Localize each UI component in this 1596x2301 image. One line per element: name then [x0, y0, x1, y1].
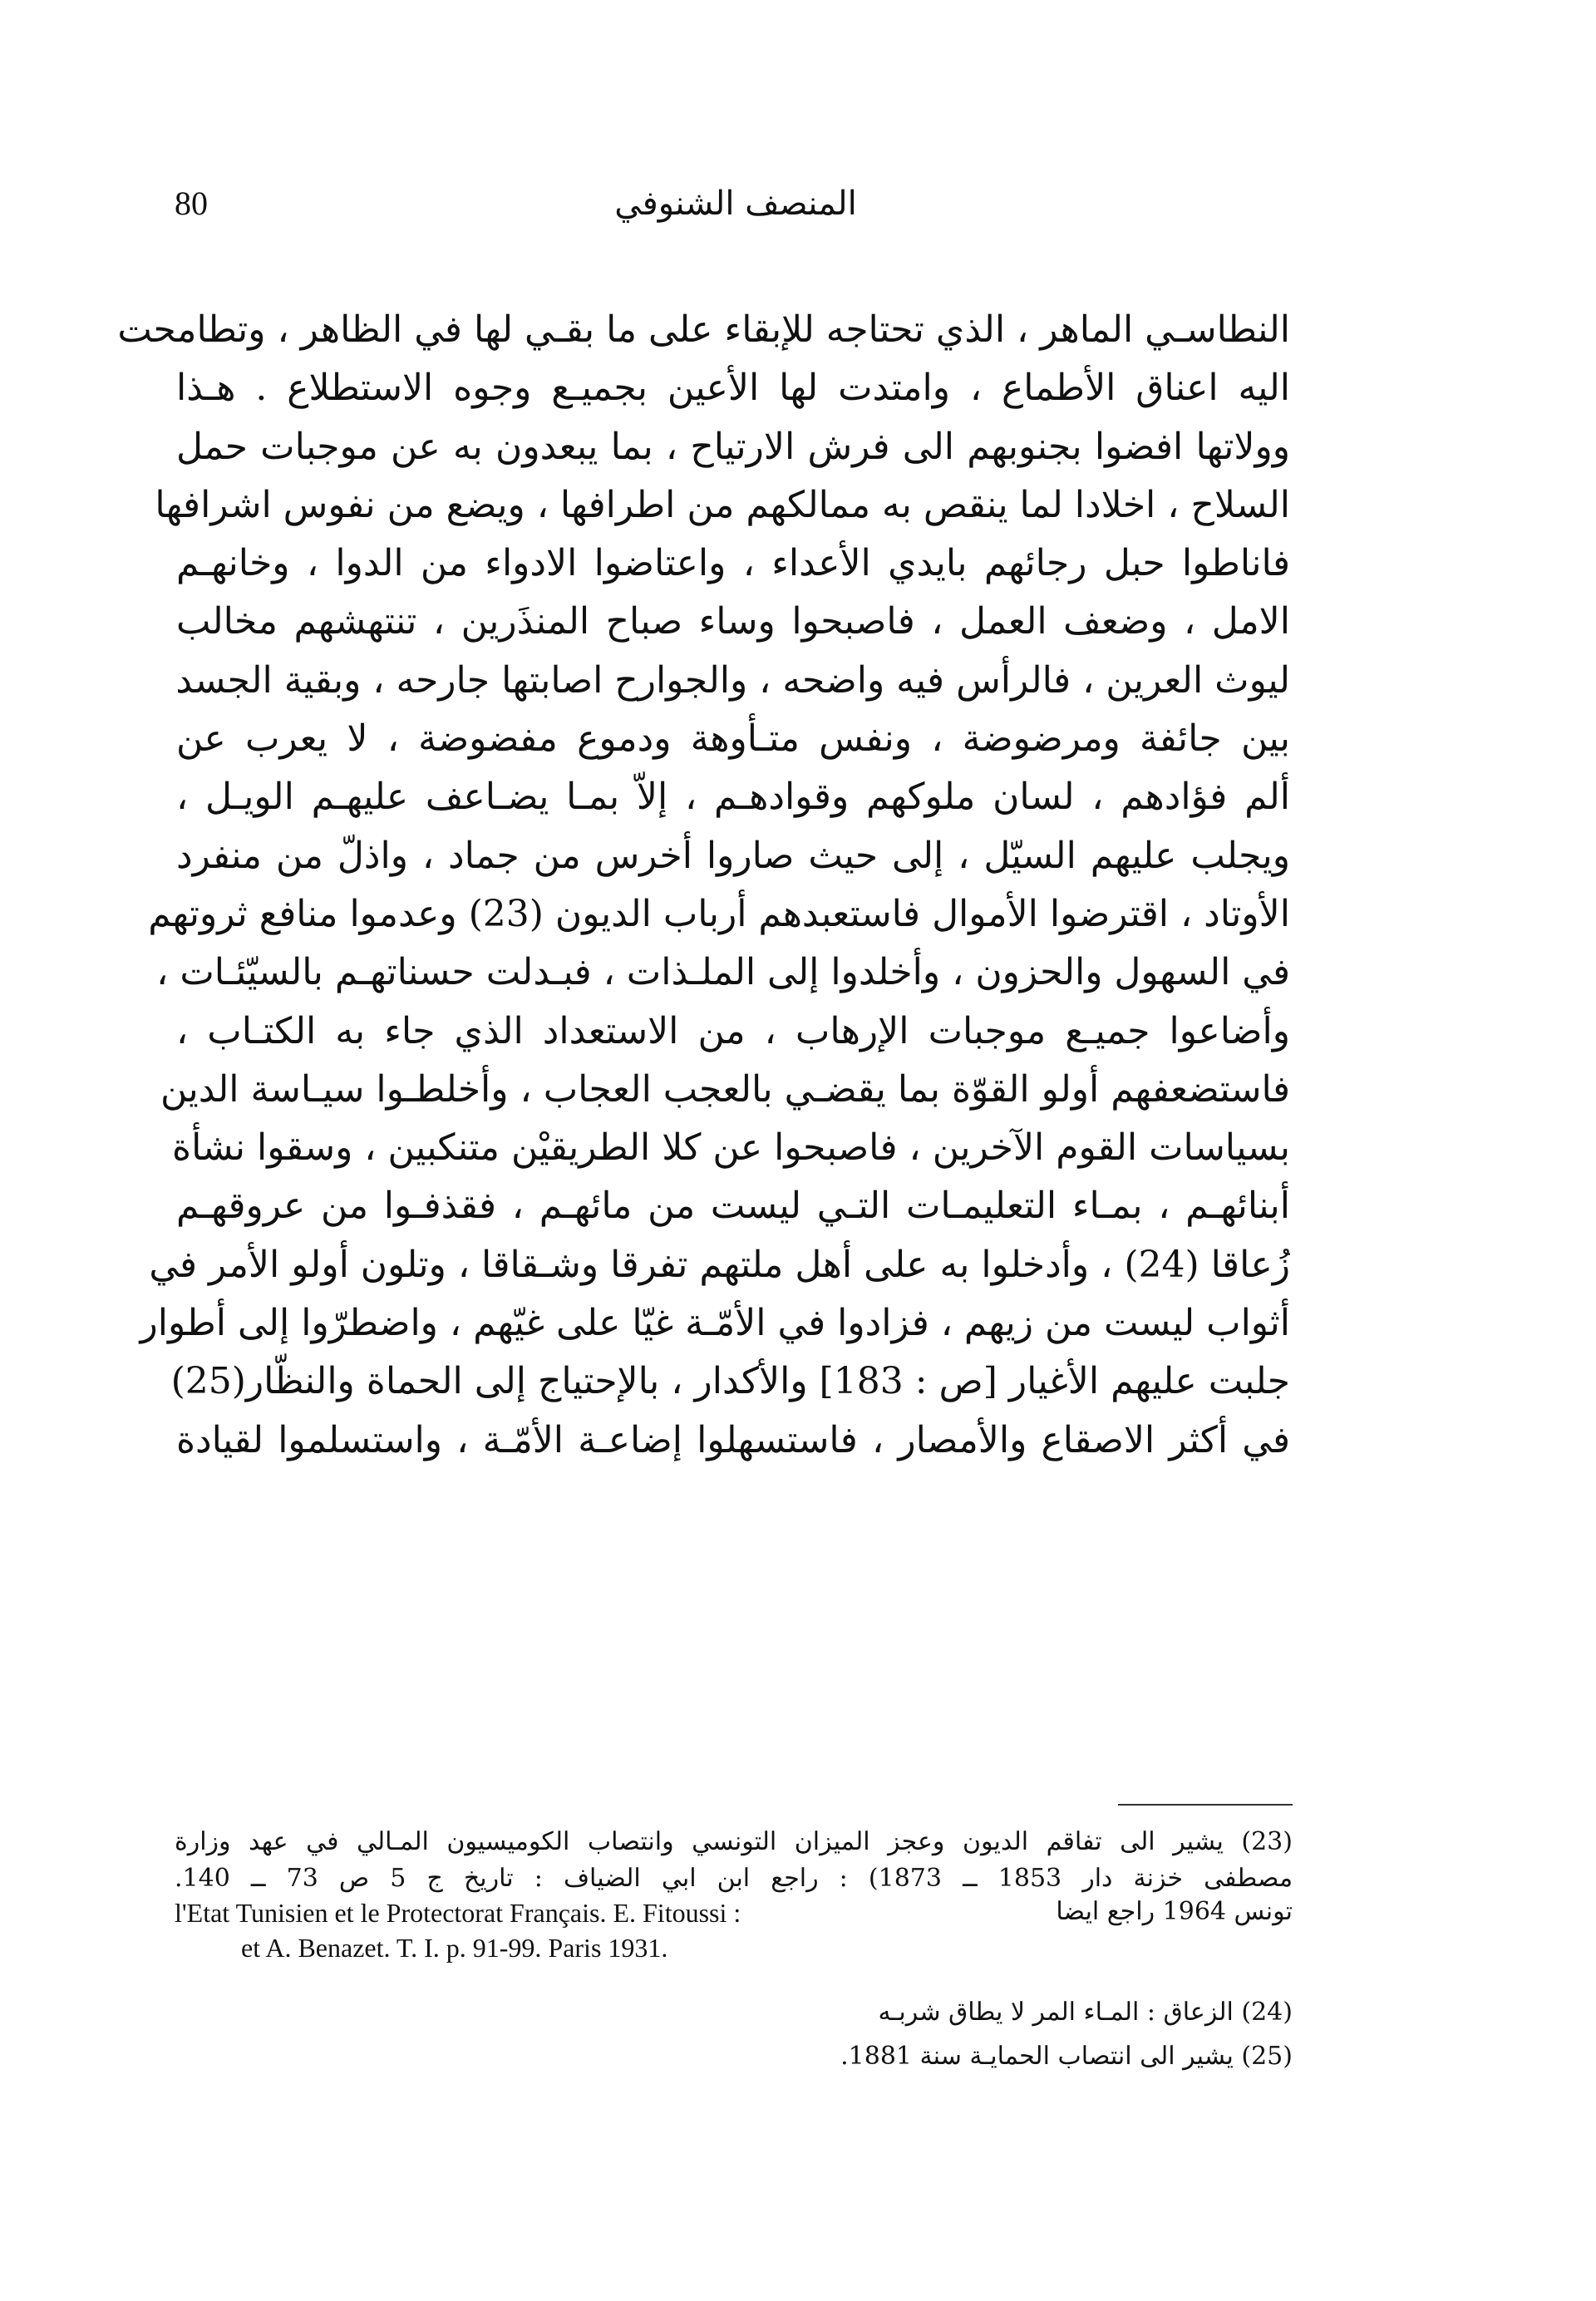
body-line: بسياسات القوم الآخرين ، فاصبحوا عن كلا الطريقيْن متنكبين ، وسقوا نشأة — [172, 1126, 1290, 1170]
body-line: وولاتها افضوا بجنوبهم الى فرش الارتياح ، بما يبعدون به عن موجبات حمل — [176, 425, 1290, 468]
body-line: السلاح ، اخلادا لما ينقص به ممالكهم من اطرافها ، ويضع من نفوس اشرافها — [155, 483, 1290, 526]
body-line: بين جائفة ومرضوضة ، ونفس متـأوهة ودموع مفضوضة ، لا يعرب عن — [176, 717, 1290, 761]
footnote-separator — [1118, 1804, 1293, 1806]
body-line: أبنائهـم ، بمـاء التعليمـات التـي ليست من مائهـم ، فقذفـوا من عروقهـم — [176, 1185, 1290, 1228]
running-header — [175, 179, 1288, 229]
footnote-23-line-2: مصطفى خزنة دار 1853 ــ 1873) : راجع ابن ابي الضياف : تاريخ ج 5 ص 73 ــ 140. — [175, 1864, 1293, 1893]
body-line: في السهول والحزون ، وأخلدوا إلى الملـذات ، فبـدلت حسناتهـم بالسيّئـات ، — [156, 951, 1290, 994]
body-line: النطاسـي الماهر ، الذي تحتاجه للإبقاء على ما بقـي لها في الظاهر ، وتطامحت — [117, 308, 1290, 351]
body-line: جلبت عليهم الأغيار [ص : 183] والأكدار ، بالإحتياج إلى الحماة والنظّار(25) — [170, 1360, 1290, 1403]
body-line: اليه اعناق الأطماع ، وامتدت لها الأعين بجميـع وجوه الاستطلاع . هـذا — [176, 367, 1290, 410]
body-line: وأضاعوا جميـع موجبات الإرهاب ، من الاستعداد الذي جاء به الكتـاب ، — [176, 1009, 1290, 1052]
body-line: فاناطوا حبل رجائهم بايدي الأعداء ، واعتاضوا الادواء من الدوا ، وخانهـم — [176, 542, 1290, 585]
footnote-23-line-1: (23) يشير الى تفاقم الديون وعجز الميزان التونسي وانتصاب الكوميسيون المـالي في عهد وزارة — [175, 1827, 1293, 1856]
footnote-23-latin-tail: et A. Benazet. T. I. p. 91-99. Paris 1931. — [241, 1933, 668, 1963]
footnote-23-arabic-tail: تونس 1964 راجع ايضا — [1056, 1897, 1293, 1926]
footnote-23-latin-reference: l'Etat Tunisien et le Protectorat Français. E. Fitoussi : — [175, 1898, 741, 1928]
body-line: زُعاقا (24) ، وأدخلوا به على أهل ملتهم تفرقا وشـقاقا ، وتلون أولو الأمر في — [149, 1243, 1290, 1286]
body-line: في أكثر الاصقاع والأمصار ، فاستسهلوا إضاعـة الأمّـة ، واستسلموا لقيادة — [176, 1418, 1291, 1461]
running-header-title: المنصف الشنوفي — [614, 185, 857, 223]
body-line: ألم فؤادهم ، لسان ملوكهم وقوادهـم ، إلاّ بمـا يضـاعف عليهـم الويـل ، — [176, 776, 1290, 819]
body-line: الأوتاد ، اقترضوا الأموال فاستعبدهم أرباب الديون (23) وعدموا منافع ثروتهم — [148, 892, 1290, 935]
body-line: ليوث العرين ، فالرأس فيه واضحه ، والجوارح اصابتها جارحه ، وبقية الجسد — [175, 658, 1290, 702]
footnote-24: (24) الزعاق : المـاء المر لا يطاق شربـه — [878, 1998, 1293, 2027]
page-number: 80 — [175, 185, 208, 222]
body-line: ويجلب عليهم السيّل ، إلى حيث صاروا أخرس من جماد ، واذلّ من منفرد — [176, 834, 1290, 877]
body-line: الامل ، وضعف العمل ، فاصبحوا وساء صباح المنذَرين ، تنتهشهم مخالب — [176, 600, 1290, 643]
footnote-25: (25) يشير الى انتصاب الحمايـة سنة 1881. — [840, 2042, 1293, 2071]
body-line: فاستضعفهم أولو القوّة بما يقضـي بالعجب العجاب ، وأخلطـوا سيـاسة الدين — [160, 1067, 1290, 1111]
body-text — [117, 301, 1291, 1470]
body-line: أثواب ليست من زيهم ، فزادوا في الأمّـة غيّا على غيّهم ، واضطرّوا إلى أطوار — [140, 1302, 1290, 1345]
